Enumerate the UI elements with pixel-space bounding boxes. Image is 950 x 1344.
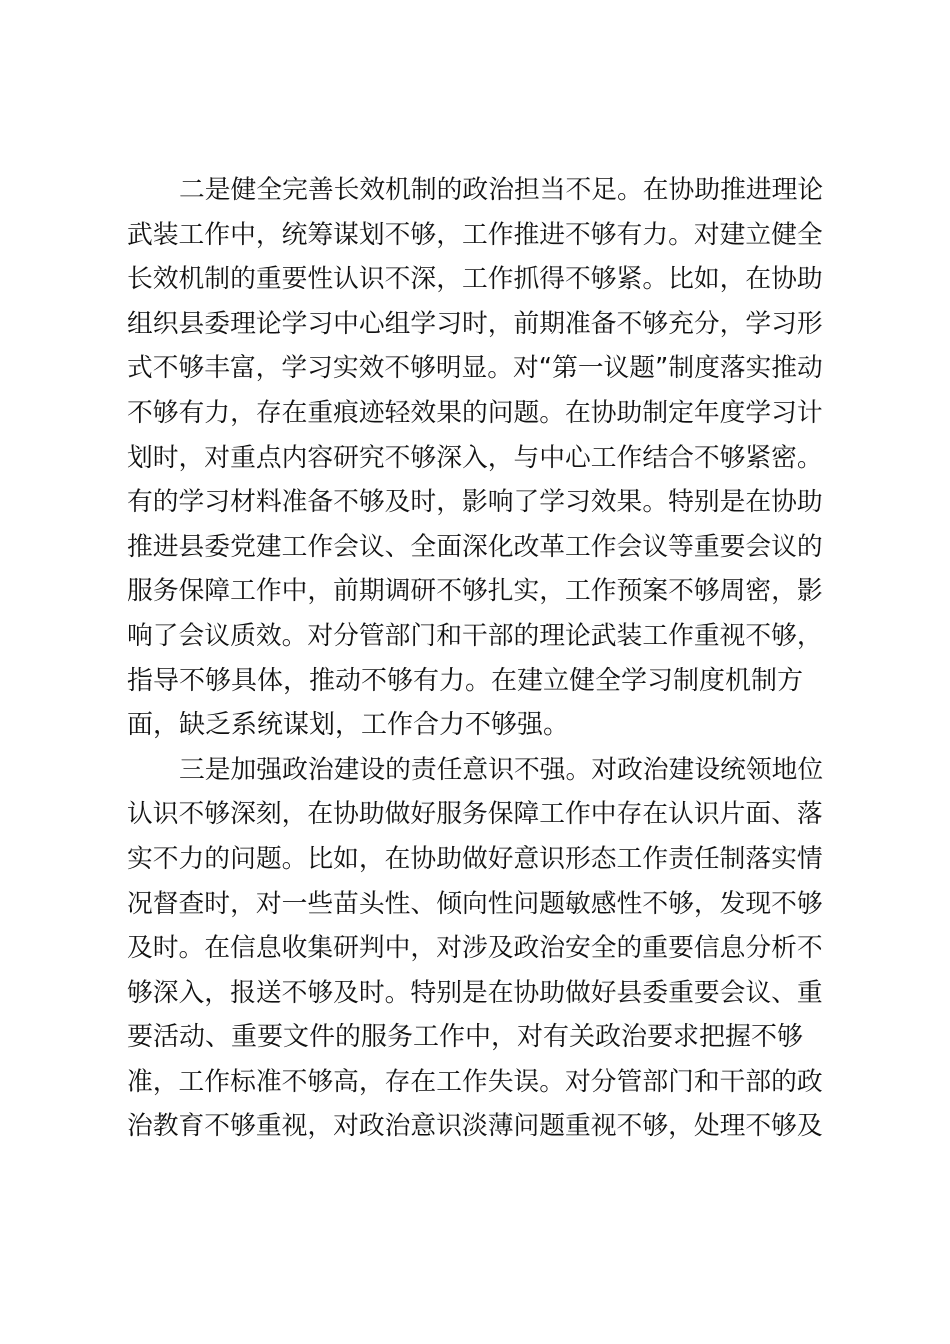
document-body [127, 168, 823, 1149]
text-line: 况督查时，对一些苗头性、倾向性问题敏感性不够，发现不够 [127, 888, 823, 919]
text-line: 准，工作标准不够高，存在工作失误。对分管部门和干部的政 [127, 1066, 823, 1097]
text-line: 及时。在信息收集研判中，对涉及政治安全的重要信息分析不 [127, 933, 823, 964]
text-line: 不够有力，存在重痕迹轻效果的问题。在协助制定年度学习计 [127, 397, 823, 428]
text-line: 面，缺乏系统谋划，工作合力不够强。 [127, 710, 570, 741]
text-line: 式不够丰富，学习实效不够明显。对“第一议题”制度落实推动 [127, 353, 823, 384]
text-line: 长效机制的重要性认识不深，工作抓得不够紧。比如，在协助 [127, 264, 823, 295]
text-line: 有的学习材料准备不够及时，影响了学习效果。特别是在协助 [127, 487, 823, 518]
text-line: 实不力的问题。比如，在协助做好意识形态工作责任制落实情 [127, 843, 823, 874]
text-line: 够深入，报送不够及时。特别是在协助做好县委重要会议、重 [127, 977, 823, 1008]
text-line: 推进县委党建工作会议、全面深化改革工作会议等重要会议的 [127, 531, 823, 562]
text-line: 二是健全完善长效机制的政治担当不足。在协助推进理论 [179, 175, 824, 205]
text-line: 认识不够深刻，在协助做好服务保障工作中存在认识片面、落 [127, 799, 823, 830]
text-line: 治教育不够重视，对政治意识淡薄问题重视不够，处理不够及 [127, 1111, 823, 1142]
text-line: 服务保障工作中，前期调研不够扎实，工作预案不够周密，影 [127, 576, 823, 607]
text-line: 划时，对重点内容研究不够深入，与中心工作结合不够紧密。 [127, 442, 823, 473]
text-line: 响了会议质效。对分管部门和干部的理论武装工作重视不够， [127, 620, 823, 651]
paragraph-long-term-mechanism [127, 168, 823, 748]
text-line: 要活动、重要文件的服务工作中，对有关政治要求把握不够 [127, 1022, 804, 1053]
text-line: 三是加强政治建设的责任意识不强。对政治建设统领地位 [179, 754, 824, 785]
text-line: 指导不够具体，推动不够有力。在建立健全学习制度机制方 [127, 665, 804, 696]
paragraph-political-construction [127, 748, 823, 1149]
text-line: 组织县委理论学习中心组学习时，前期准备不够充分，学习形 [127, 308, 823, 339]
text-line: 武装工作中，统筹谋划不够，工作推进不够有力。对建立健全 [127, 219, 823, 250]
